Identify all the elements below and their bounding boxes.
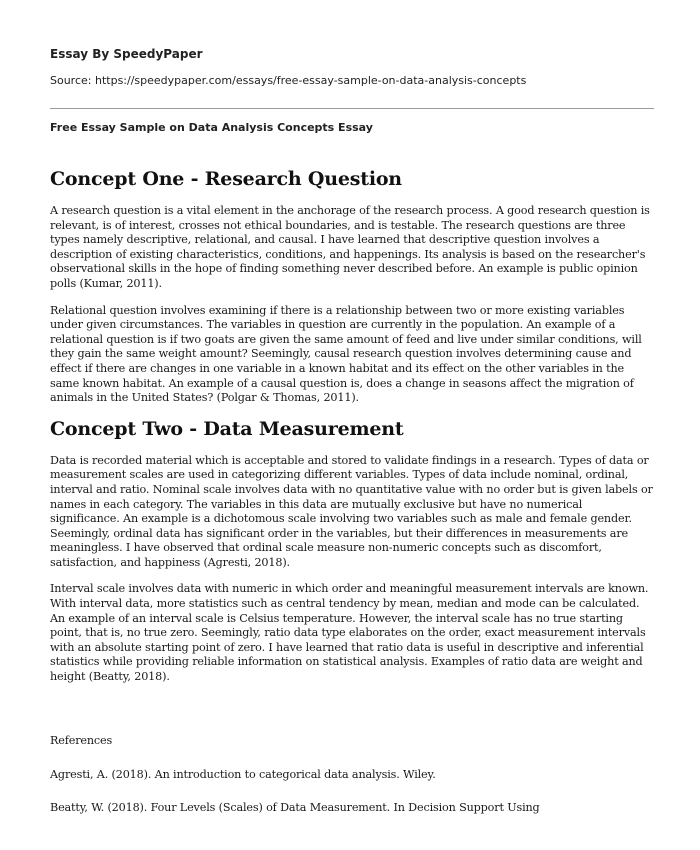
paragraph: Data is recorded material which is acceptable and stored to validate findings in a research. Types of data or measurement scales are used in categorizing different variables. Types of data include nominal, ordinal, interval and ratio. Nominal scale involves data with no quantitative value with no order but is given labels or names in each category. The variables in this data are mutually exclusive but have no numerical significance. An example is a dichotomous scale involving two variables such as male and female gender. Seemingly, ordinal data has significant order in the variables, but their differences in measurements are meaningless. I have observed that ordinal scale measure non-numeric concepts such as discomfort, satisfaction, and happiness (Agresti, 2018). <box>50 453 653 569</box>
paragraph: Interval scale involves data with numeric in which order and meaningful measurement intervals are known. With interval data, more statistics such as central tendency by mean, median and mode can be calculated. An example of an interval scale is Celsius temperature. However, the interval scale has no true starting point, that is, no true zero. Seemingly, ratio data type elaborates on the order, exact measurement intervals with an absolute starting point of zero. I have learned that ratio data is useful in descriptive and inferential statistics while providing reliable information on statistical analysis. Examples of ratio data are weight and height (Beatty, 2018). <box>50 582 649 684</box>
essay-body <box>50 168 654 697</box>
source-line: Source: https://speedypaper.com/essays/free-essay-sample-on-data-analysis-concepts <box>50 74 527 87</box>
divider <box>50 108 654 109</box>
references-section <box>50 734 654 835</box>
paragraph: A research question is a vital element in the anchorage of the research process. A good research question is relevant, is of interest, crosses not ethical boundaries, and is testable. The research questions are three types namely descriptive, relational, and causal. I have learned that descriptive question involves a description of existing characteristics, conditions, and happenings. Its analysis is based on the researcher's observational skills in the hope of finding something never described before. An example is public opinion polls (Kumar, 2011). <box>50 204 650 290</box>
section-heading: Concept Two - Data Measurement <box>50 417 404 440</box>
brand-title: Essay By SpeedyPaper <box>50 47 203 61</box>
section-heading: Concept One - Research Question <box>50 168 402 190</box>
paragraph: Relational question involves examining if there is a relationship between two or more existing variables under given circumstances. The variables in question are currently in the population. An example of a relational question is if two goats are given the same amount of feed and live under similar conditions, will they gain the same weight amount? Seemingly, causal research question involves determining cause and effect if there are changes in one variable in a known habitat and its effect on the other variables in the same known habitat. An example of a causal question is, does a change in seasons affect the migration of animals in the United States? (Polgar & Thomas, 2011). <box>50 303 642 405</box>
reference-item: Beatty, W. (2018). Four Levels (Scales) of Data Measurement. In Decision Support Using <box>50 801 540 815</box>
essay-title: Free Essay Sample on Data Analysis Concepts Essay <box>50 121 373 134</box>
references-heading: References <box>50 734 113 747</box>
section-research-question <box>50 168 654 406</box>
reference-item: Agresti, A. (2018). An introduction to categorical data analysis. Wiley. <box>50 767 436 781</box>
section-data-measurement <box>50 418 654 685</box>
